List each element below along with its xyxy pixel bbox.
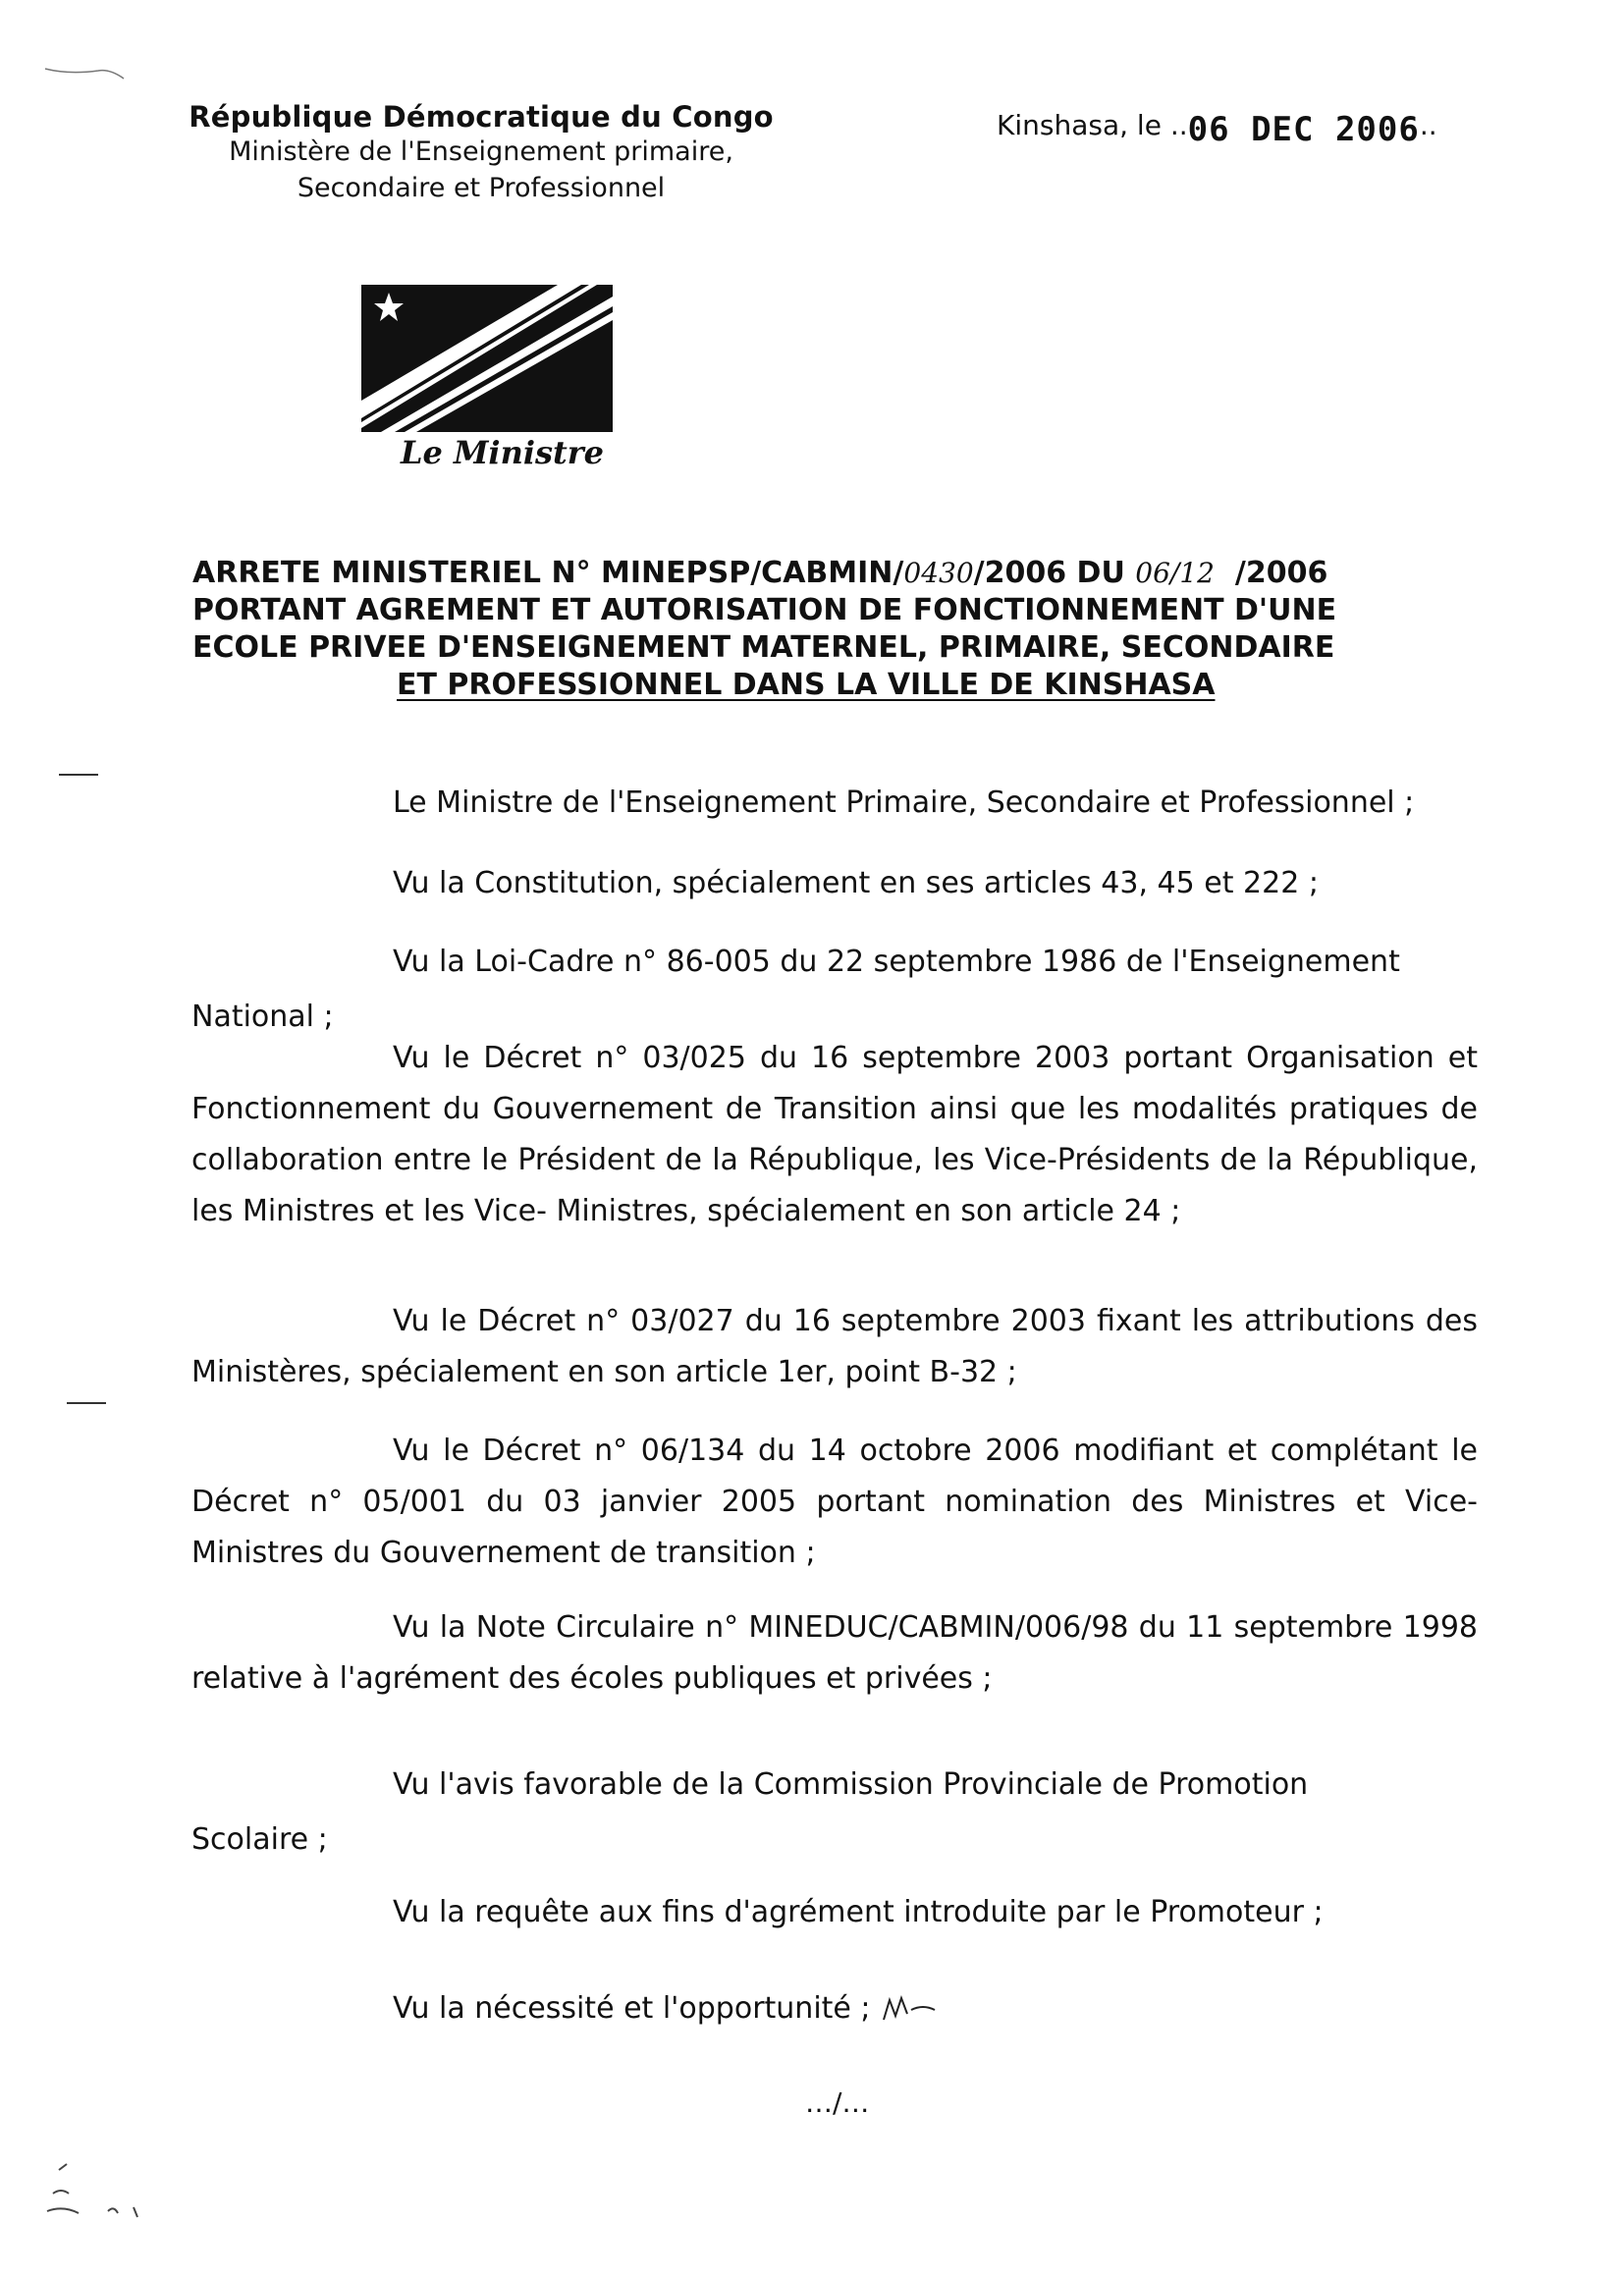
paragraph: Vu l'avis favorable de la Commission Provinciale de Promotion Scolaire ; — [191, 1767, 1309, 1857]
title-line-1: ARRETE MINISTERIEL N° MINEPSP/CABMIN/0430/2006 DU 06/12 /2006 — [192, 556, 1328, 590]
title-line-3: ECOLE PRIVEE D'ENSEIGNEMENT MATERNEL, PRIMAIRE, SECONDAIRE — [192, 630, 1335, 665]
paragraph: Vu la nécessité et l'opportunité ; — [191, 1981, 1478, 2036]
title-line-4: ET PROFESSIONNEL DANS LA VILLE DE KINSHASA — [397, 668, 1216, 702]
handwritten-decree-date: 06/12 — [1135, 557, 1215, 589]
initials-mark — [880, 1990, 958, 2030]
date-stamp: 06 DEC 2006 — [1187, 110, 1420, 149]
drc-flag-emblem — [361, 285, 613, 432]
ministry-line-2: Secondaire et Professionnel — [297, 173, 666, 203]
paragraph: Vu le Décret n° 06/134 du 14 octobre 2006 modifiant et complétant le Décret n° 05/001 du 03 janvier 2005 portant nomination des Ministres et Vice-Ministres du Gouvernement de transition ; — [191, 1434, 1478, 1570]
paragraph: Vu la Loi-Cadre n° 86-005 du 22 septembre 1986 de l'Enseignement National ; — [191, 945, 1400, 1034]
margin-mark — [67, 1402, 106, 1404]
signatory-title: Le Ministre — [401, 434, 605, 471]
paragraph: Vu le Décret n° 03/025 du 16 septembre 2003 portant Organisation et Fonctionnement du Gouvernement de Transition ainsi que les modalités pratiques de collaboration entre le Président de la République, les Vice-Présidents de la République, les Ministres et les Vice- Ministres, spécialement en son article 24 ; — [191, 1041, 1478, 1228]
continuation-mark: …/… — [805, 2086, 870, 2119]
paragraph: Vu la Note Circulaire n° MINEDUC/CABMIN/006/98 du 11 septembre 1998 relative à l'agrément des écoles publiques et privées ; — [191, 1610, 1478, 1696]
ministry-line-1: Ministère de l'Enseignement primaire, — [229, 136, 733, 167]
title-line-2: PORTANT AGREMENT ET AUTORISATION DE FONCTIONNEMENT D'UNE — [192, 593, 1337, 627]
country-name: République Démocratique du Congo — [189, 100, 774, 134]
scan-scribble — [39, 2160, 157, 2229]
issuer-block — [147, 100, 815, 206]
date-line: Kinshasa, le ..06 DEC 2006.. — [997, 109, 1437, 149]
margin-mark — [59, 774, 98, 776]
paragraph: Vu la requête aux fins d'agrément introduite par le Promoteur ; — [393, 1895, 1324, 1929]
scan-scribble — [39, 51, 128, 90]
date-prefix: Kinshasa, le — [997, 109, 1162, 141]
handwritten-decree-number: 0430 — [903, 557, 974, 589]
decree-title — [192, 555, 1459, 704]
paragraph: Vu la Constitution, spécialement en ses articles 43, 45 et 222 ; — [393, 866, 1319, 900]
paragraph: Vu le Décret n° 03/027 du 16 septembre 2003 fixant les attributions des Ministères, spécialement en son article 1er, point B-32 ; — [191, 1304, 1478, 1389]
paragraph: Le Ministre de l'Enseignement Primaire, Secondaire et Professionnel ; — [393, 786, 1415, 820]
